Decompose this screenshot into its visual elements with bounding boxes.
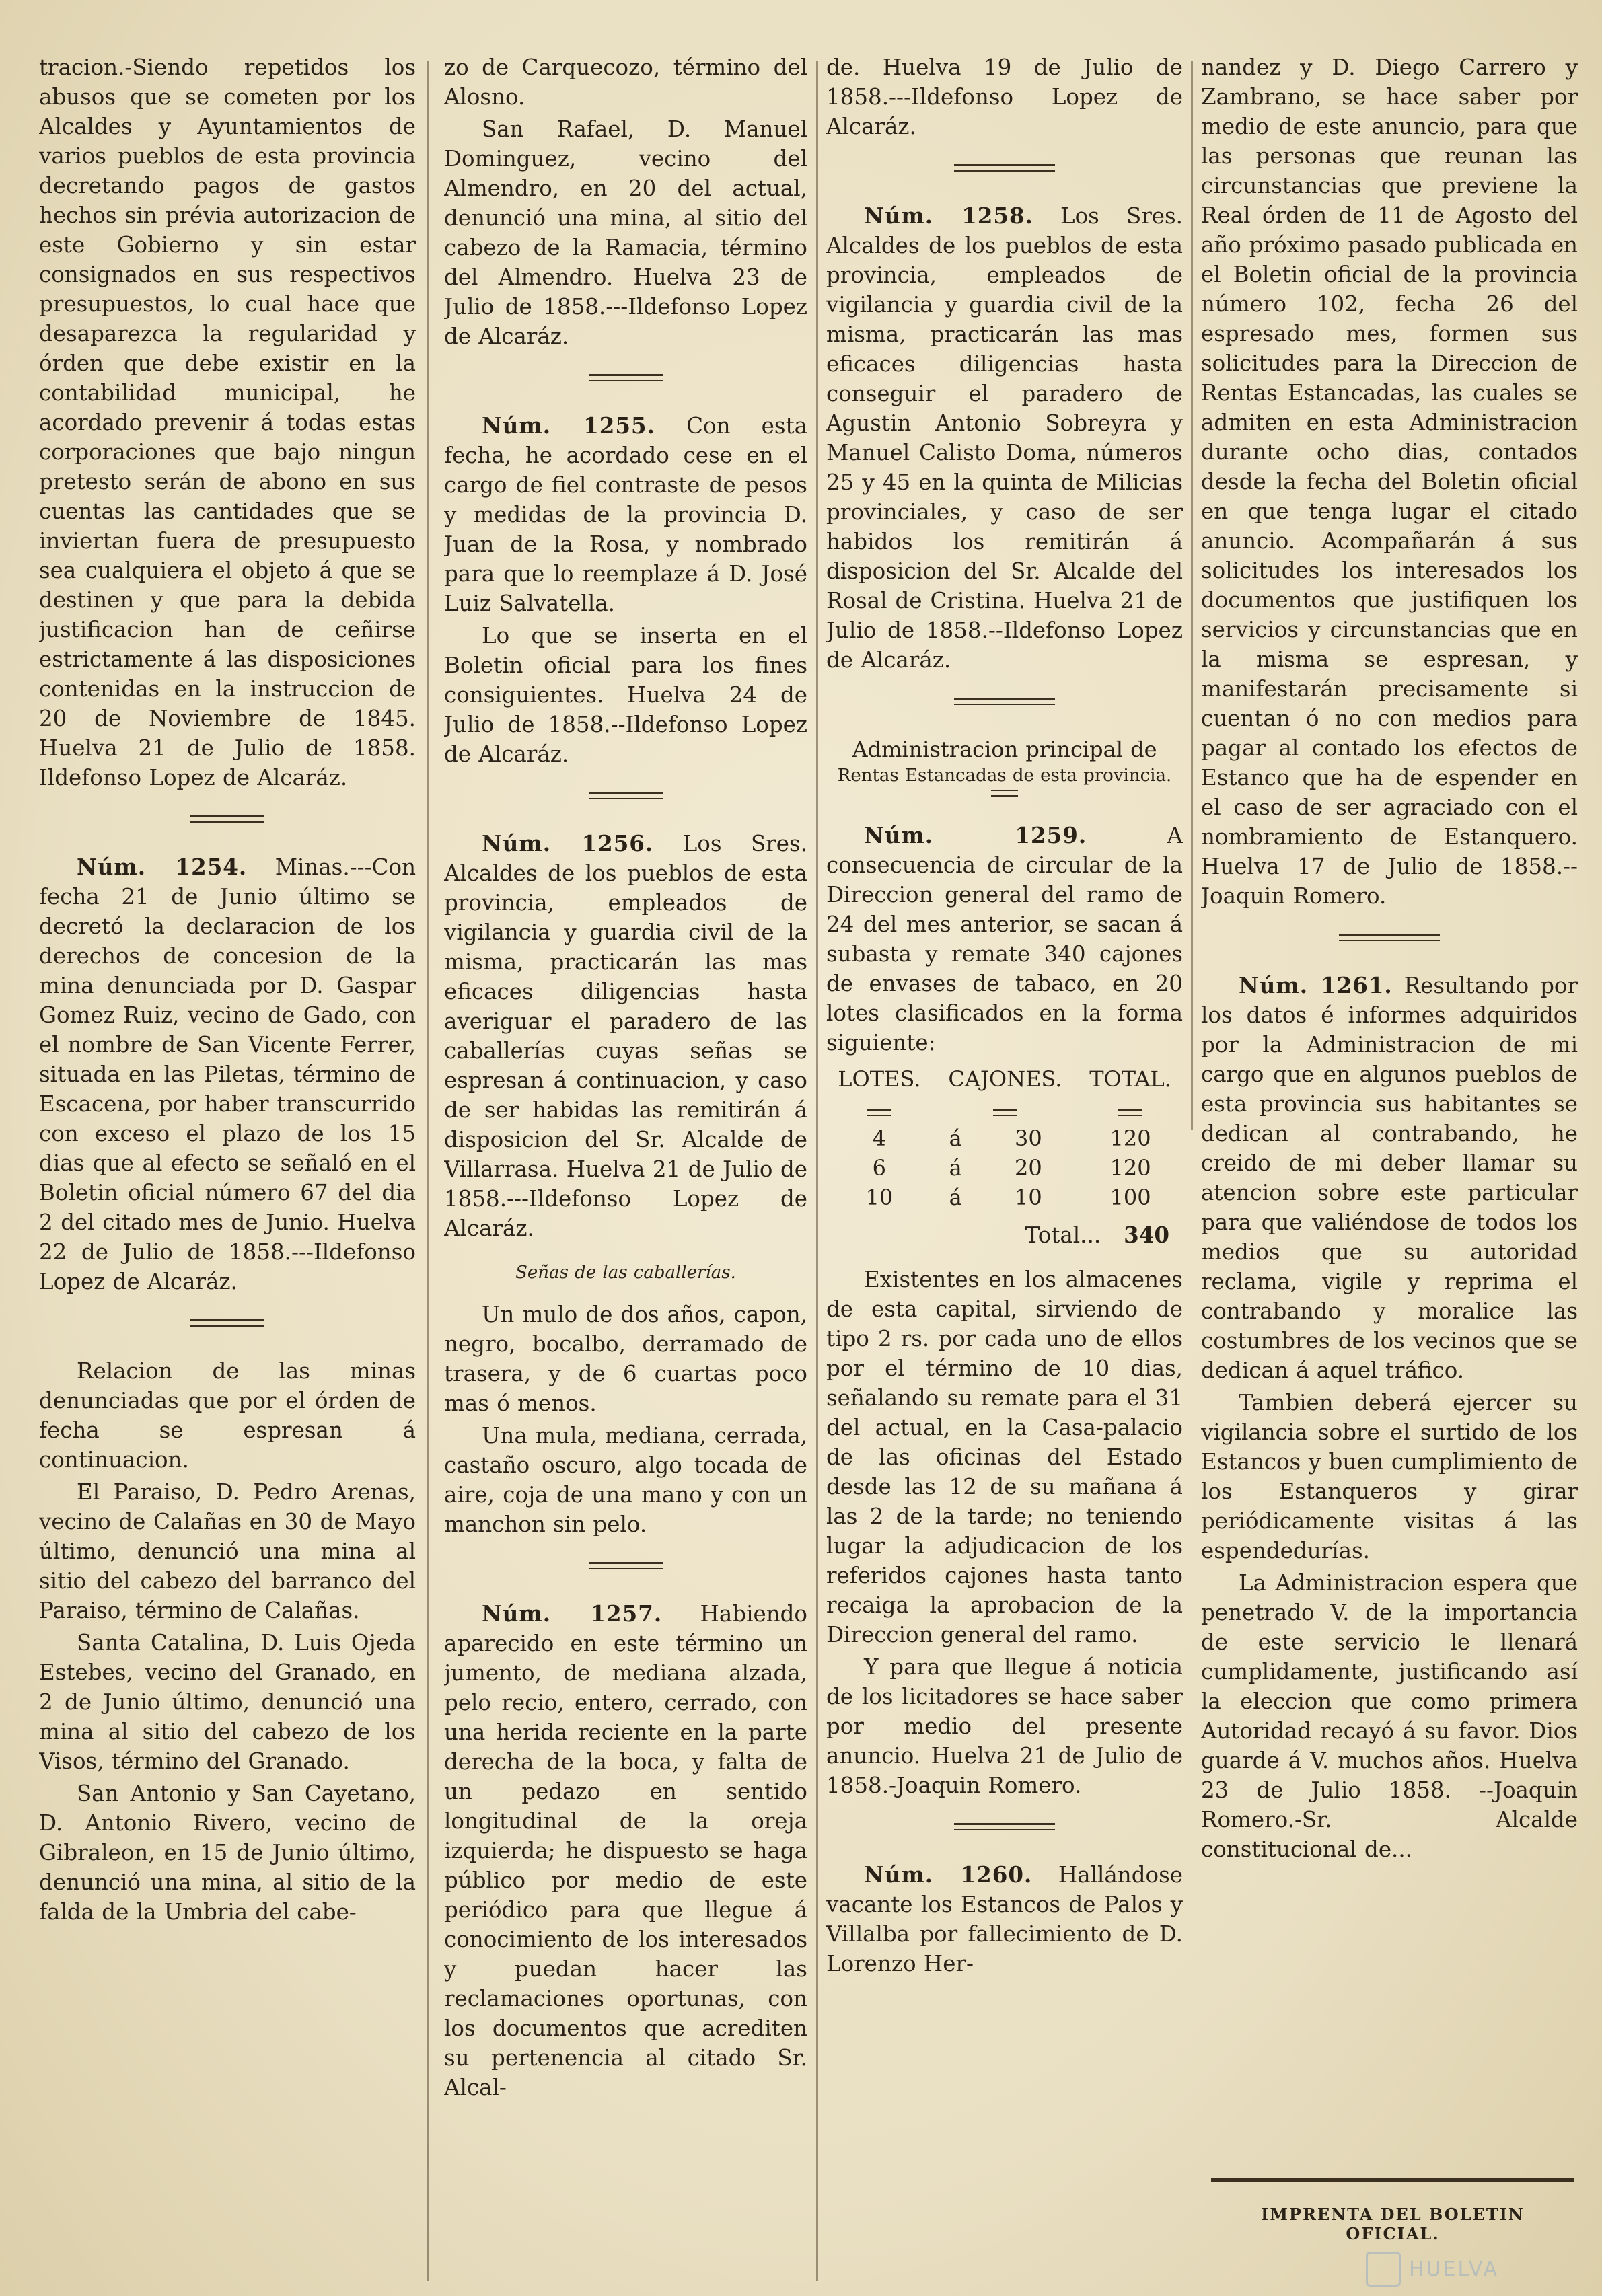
notice-1259 xyxy=(826,821,1183,1058)
notice-1255-insert: Lo que se inserta en el Boletin oficial para los fines consiguientes. Huelva 24 de Julio de 1858.--Ildefonso Lopez de Alcaráz. xyxy=(444,623,807,767)
notice-text: Los Sres. Alcaldes de los pueblos de esta provincia, empleados de vigilancia y guardia civil de la misma, practicarán las mas eficaces diligencias hasta averiguar el paradero de las caballerías cuyas señas se espresan á continuacion, y caso de ser habidas las remitirán á disposicion del Sr. Alcalde de Villarrasa. Huelva 21 de Julio de 1858.---Ildefonso Lopez de Alcaráz. xyxy=(444,831,807,1241)
section-subheading-rentas: Rentas Estancadas de esta provincia. xyxy=(837,766,1172,786)
section-separator xyxy=(589,1562,663,1569)
section-separator xyxy=(190,815,264,823)
table-cell: á xyxy=(949,1185,962,1210)
paragraph-relacion: Relacion de las minas denunciadas que por el órden de fecha se espresan á continuacion. xyxy=(39,1358,416,1473)
printer-imprint: IMPRENTA DEL BOLETIN OFICIAL. xyxy=(1211,2178,1574,2244)
section-separator xyxy=(589,374,663,381)
table-cell: á xyxy=(949,1125,962,1151)
total-label: Total... xyxy=(1025,1222,1101,1248)
description-mulo: Un mulo de dos años, capon, negro, bocalbo, derramado de trasera, y de 6 cuartas poco mas ó menos. xyxy=(444,1302,807,1416)
table-cell: 120 xyxy=(1109,1155,1151,1181)
table-cell: 100 xyxy=(1109,1185,1151,1210)
paragraph-administracion-espera: La Administracion espera que penetrado V. de la importancia de este servicio le llenará cumplidamente, justificando así la eleccion que como primera Autoridad recayó á su favor. Dios guarde á V. muchos años. Huelva 23 de Julio 1858. --Joaquin Romero.-Sr. Alcalde constitucional de... xyxy=(1201,1570,1578,1862)
paragraph-y-para: Y para que llegue á noticia de los licitadores se hace saber por medio del presente anuncio. Huelva 21 de Julio de 1858.-Joaquin Romero. xyxy=(826,1654,1183,1798)
column-4 xyxy=(1201,52,1578,2269)
notice-1254 xyxy=(39,852,416,1296)
table-header: CAJONES. xyxy=(948,1066,1062,1092)
section-heading-administracion: Administracion principal de xyxy=(852,737,1157,762)
notice-text: Habiendo aparecido en este término un jumento, de mediana alzada, pelo recio, entero, cerrado, con una herida reciente en la parte derecha de la boca, y falta de un pedazo en sentido longitudinal de la oreja izquierda; he dispuesto se haga público por medio de este periódico para que llegue á conocimiento de los interesados y puedan hacer las reclamaciones oportunas, con los documentos que acrediten su pertenencia al citado Sr. Alcal- xyxy=(444,1601,807,2100)
table-rule-row xyxy=(826,1094,1183,1123)
column-3 xyxy=(826,52,1183,2269)
section-separator xyxy=(589,792,663,799)
table-header: LOTES. xyxy=(838,1066,921,1092)
mine-san-rafael: San Rafael, D. Manuel Dominguez, vecino del Almendro, en 20 del actual, denunció una mina, al sitio del cabezo de la Ramacia, término del Almendro. Huelva 23 de Julio de 1858.---Ildefonso Lopez de Alcaráz. xyxy=(444,116,807,349)
notice-1257 xyxy=(444,1599,807,2102)
total-value: 340 xyxy=(1124,1222,1169,1248)
notice-text: Los Sres. Alcaldes de los pueblos de esta provincia, empleados de vigilancia y guardia civil de la misma, practicarán las mas eficaces diligencias hasta conseguir el paradero de Agustin Antonio Sobreyra y Manuel Calisto Doma, números 25 y 45 en la quinta de Milicias provinciales, y caso de ser habidos los remitirán á disposicion del Sr. Alcalde del Rosal de Cristina. Huelva 21 de Julio de 1858.--Ildefonso Lopez de Alcaráz. xyxy=(826,203,1183,673)
notice-number: Núm. 1261. xyxy=(1239,972,1393,998)
notice-number: Núm. 1254. xyxy=(77,854,248,880)
table-cell: 30 xyxy=(1015,1125,1042,1151)
double-rule-mark xyxy=(993,1109,1017,1116)
notice-text: Hallándose vacante los Estancos de Palos y Villalba por fallecimiento de D. Lorenzo Her- xyxy=(826,1862,1183,1976)
notice-1255 xyxy=(444,411,807,618)
column-2 xyxy=(444,52,807,2269)
notice-1256 xyxy=(444,829,807,1243)
notice-1258 xyxy=(826,201,1183,675)
table-header: TOTAL. xyxy=(1089,1066,1171,1092)
mine-san-antonio: San Antonio y San Cayetano, D. Antonio Rivero, vecino de Gibraleon, en 15 de Junio último, denunció una mina, al sitio de la falda de la Umbria del cabe- xyxy=(39,1781,416,1925)
column-1 xyxy=(39,52,416,2269)
table-total xyxy=(826,1220,1183,1250)
section-separator xyxy=(954,164,1055,172)
notice-number: Núm. 1255. xyxy=(482,412,655,439)
double-rule-mark xyxy=(867,1109,891,1116)
paragraph-continuation: nandez y D. Diego Carrero y Zambrano, se hace saber por medio de este anuncio, para que las personas que reunan las circunstancias que previene la Real órden de 11 de Agosto del año próximo pasado publicada en el Boletin oficial de la provincia número 102, fecha 26 del espresado mes, formen sus solicitudes para la Direccion de Rentas Estancadas, las cuales se admiten en esta Administracion durante ocho dias, contados desde la fecha del Boletin oficial en que tenga lugar el citado anuncio. Acompañarán á sus solicitudes los interesados los documentos que justifiquen los servicios y circunstancias que en la misma se espresan, y manifestarán precisamente si cuentan ó no con medios para pagar al contado los efectos de Estanco que ha de espender en el caso de ser agraciado con el nombramiento de Estanquero. Huelva 17 de Julio de 1858.--Joaquin Romero. xyxy=(1201,54,1578,909)
archive-watermark xyxy=(1366,2250,1588,2288)
column-rule xyxy=(1191,61,1193,1130)
section-separator xyxy=(190,1319,264,1327)
notice-number: Núm. 1259. xyxy=(864,822,1087,848)
paragraph-existentes: Existentes en los almacenes de esta capital, sirviendo de tipo 2 rs. por cada uno de ellos por el término de 10 dias, señalando su remate para el 31 del actual, en la Casa-palacio de las oficinas del Estado desde las 12 de su mañana á las 2 de la tarde; no teniendo lugar la adjudicacion de los referidos cajones hasta tanto recaiga la aprobacion de la Direccion general del ramo. xyxy=(826,1267,1183,1647)
section-separator xyxy=(954,1823,1055,1830)
table-row xyxy=(826,1123,1183,1153)
table-cell: 4 xyxy=(872,1125,887,1151)
table-cell: 10 xyxy=(865,1185,894,1210)
description-mula: Una mula, mediana, cerrada, castaño oscuro, algo tocada de aire, coja de una mano y con un manchon sin pelo. xyxy=(444,1423,807,1537)
notice-number: Núm. 1258. xyxy=(864,202,1033,229)
double-rule xyxy=(991,790,1018,797)
table-cell: á xyxy=(949,1155,962,1181)
lots-table xyxy=(826,1064,1183,1212)
table-row xyxy=(826,1153,1183,1183)
table-header-row xyxy=(826,1064,1183,1094)
mine-paraiso: El Paraiso, D. Pedro Arenas, vecino de Calañas en 30 de Mayo último, denunció una mina al sitio del cabezo del barranco del Paraiso, término de Calañas. xyxy=(39,1479,416,1623)
column-rule xyxy=(427,61,429,2281)
notice-text: A consecuencia de circular de la Direccion general del ramo de 24 del mes anterior, se sacan á subasta y remate 340 cajones de envases de tabaco, en 20 lotes clasificados en la forma siguiente: xyxy=(826,823,1183,1056)
notice-text: Con esta fecha, he acordado cese en el cargo de fiel contraste de pesos y medidas de la provincia D. Juan de la Rosa, y nombrado para que lo reemplaze á D. José Luiz Salvatella. xyxy=(444,413,807,616)
table-cell: 20 xyxy=(1015,1155,1042,1181)
paragraph-tracion: tracion.-Siendo repetidos los abusos que se cometen por los Alcaldes y Ayuntamientos de varios pueblos de esta provincia decretando pagos de gastos hechos sin prévia autorizacion de este Gobierno y sin estar consignados en sus respectivos presupuestos, lo cual hace que desaparezca la regularidad y órden que debe existir en la contabilidad municipal, he acordado prevenir á todas estas corporaciones que bajo ningun pretesto serán de abono en sus cuentas las cantidades que se inviertan fuera de presupuesto sea cualquiera el objeto á que se destinen y que para la debida justificacion han de ceñirse estrictamente á las disposiciones contenidas en la instruccion de 20 de Noviembre de 1845. Huelva 21 de Julio de 1858. Ildefonso Lopez de Alcaráz. xyxy=(39,54,416,790)
notice-text: Resultando por los datos é informes adquiridos por la Administracion de mi cargo que en algunos pueblos de esta provincia sus habitantes se dedican al contrabando, he creido de mi deber llamar su atencion sobre este particular para que valiéndose de todos los medios que su autoridad reclama, vigile y reprima el contrabando y moralice las costumbres de los vecinos que se dedican á aquel tráfico. xyxy=(1201,973,1578,1383)
section-separator xyxy=(954,698,1055,705)
paragraph-tambien: Tambien deberá ejercer su vigilancia sobre el surtido de los Estancos y buen cumplimiento de los Estanqueros y girar periódicamente visitas á las espendedurías. xyxy=(1201,1390,1578,1563)
double-rule-mark xyxy=(1118,1109,1142,1116)
notice-1260 xyxy=(826,1860,1183,1978)
table-cell: 10 xyxy=(1015,1185,1042,1210)
subheading-senas: Señas de las caballerías. xyxy=(515,1263,736,1283)
watermark-text: HUELVA xyxy=(1409,2257,1500,2281)
notice-number: Núm. 1256. xyxy=(482,830,654,856)
column-rule xyxy=(816,61,818,2281)
paragraph-continuation: de. Huelva 19 de Julio de 1858.---Ildefonso Lopez de Alcaráz. xyxy=(826,54,1183,139)
notice-number: Núm. 1257. xyxy=(482,1600,663,1627)
paragraph-continuation: zo de Carquecozo, término del Alosno. xyxy=(444,54,807,110)
table-cell: 6 xyxy=(872,1155,887,1181)
notice-number: Núm. 1260. xyxy=(864,1861,1033,1888)
table-cell: 120 xyxy=(1109,1125,1151,1151)
notice-text: Minas.---Con fecha 21 de Junio último se decretó la declaracion de los derechos de concesion de la mina denunciada por D. Gaspar Gomez Ruiz, vecino de Gado, con el nombre de San Vicente Ferrer, situada en las Piletas, término de Escacena, por haber transcurrido con exceso el plazo de los 15 dias que al efecto se señaló en el Boletin oficial número 67 del dia 2 del citado mes de Junio. Huelva 22 de Julio de 1858.---Ildefonso Lopez de Alcaráz. xyxy=(39,854,416,1294)
table-row xyxy=(826,1183,1183,1212)
watermark-logo-icon xyxy=(1366,2252,1401,2287)
mine-santa-catalina: Santa Catalina, D. Luis Ojeda Estebes, vecino del Granado, en 2 de Junio último, denunció una mina al sitio del cabezo de los Visos, término del Granado. xyxy=(39,1630,416,1774)
notice-1261 xyxy=(1201,971,1578,1385)
section-separator xyxy=(1339,934,1440,941)
